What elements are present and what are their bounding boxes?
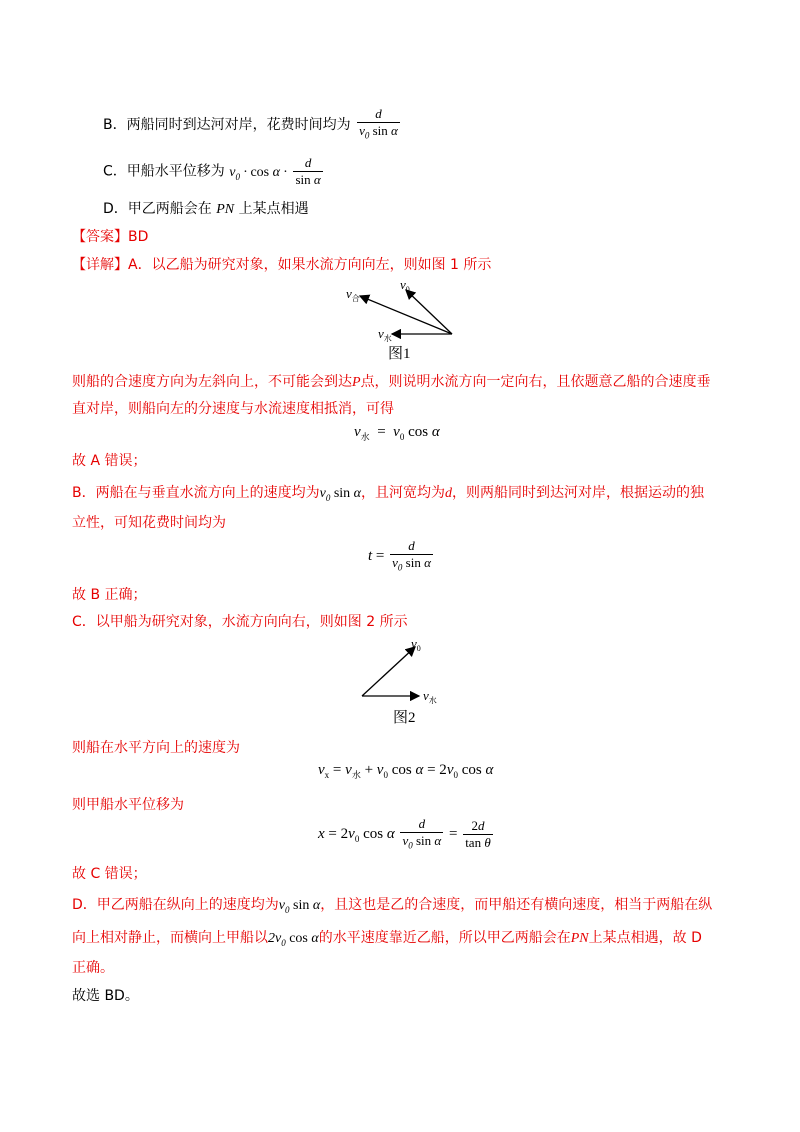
detail-b-conclusion: 故 B 正确； <box>72 587 147 603</box>
detail-d-para-1: D．甲乙两船在纵向上的速度均为$v_0$ sin α，且这也是乙的合速度，而甲船还有横向速度，相当于两船在纵 <box>72 897 713 915</box>
fig2-v0-arrow <box>362 647 415 696</box>
detail-a-intro: 【详解】A．以乙船为研究对象，如果水流方向向左，则如图 1 所示 <box>72 257 492 273</box>
figure-2 <box>355 632 465 730</box>
fig2-caption: 图2 <box>393 710 416 726</box>
fig1-vhe-label: $v_合$ <box>346 286 360 303</box>
option-d-text: D．甲乙两船会在 <box>103 201 212 217</box>
detail-b-para-4: 立性，可知花费时间均为 <box>72 515 226 531</box>
detail-a-para-3: 直对岸，则船向左的分速度与水流速度相抵消，可得 <box>72 401 394 417</box>
detail-c-para-2: 则甲船水平位移为 <box>72 797 184 813</box>
detail-c-para-1: 则船在水平方向上的速度为 <box>72 740 240 756</box>
figure-1 <box>340 276 470 364</box>
final-answer: 故选 BD。 <box>72 988 139 1004</box>
fig1-vshui-label: $v_水$ <box>378 326 392 343</box>
option-b-text: B．两船同时到达河对岸，花费时间均为 <box>103 116 351 133</box>
fig1-v0-arrow <box>406 290 452 334</box>
detail-d-para-6: 正确。 <box>72 960 114 976</box>
equation-a: $v_水 = v_0$ cos α <box>354 424 440 442</box>
option-b <box>103 106 402 144</box>
option-d <box>103 199 309 220</box>
option-c: C．甲船水平位移为 $v_0 \cdot \cos \alpha$ · $\frac{d}{\text{sin α}}$ <box>103 155 321 187</box>
option-c-text: C．甲船水平位移为 <box>103 163 225 180</box>
option-b-fraction: $\frac{d}{v_0 \sin \alpha}$ <box>359 106 398 141</box>
option-d-tail: 上某点相遇 <box>238 201 309 217</box>
svg-text:v0: $v_0$ <box>411 636 421 653</box>
fig1-v0-label: $v_0$ <box>400 277 410 294</box>
equation-c2: $x = 2v_0$ cos α $\frac{d}{v_0 \sin \alpha}$ = $\frac{2d}{\text{tan θ}}$ <box>318 816 491 851</box>
option-c-expr: $v_0 \cdot \cos \alpha$ · <box>229 164 287 182</box>
svg-text:v水: $v_水$ <box>423 688 437 705</box>
fig1-caption: 图1 <box>388 346 411 362</box>
detail-a-para-1: 则船的合速度方向为左斜向上，不可能会到达P点，则说明水流方向一定向右，且依题意乙船的合速度垂 <box>72 374 711 390</box>
option-d-pn: PN <box>216 202 235 217</box>
detail-c-conclusion: 故 C 错误； <box>72 866 147 882</box>
detail-c-intro: C．以甲船为研究对象，水流方向向右，则如图 2 所示 <box>72 614 408 630</box>
detail-a-conclusion: 故 A 错误； <box>72 453 147 469</box>
fig1-vhe-arrow <box>360 296 452 334</box>
answer-label: 【答案】BD <box>72 229 149 245</box>
equation-c1: $v_x = v_水 + v_0$ $\cos \alpha = 2v_0$ cos α <box>318 762 494 780</box>
detail-b-para-1: B．两船在与垂直水流方向上的速度均为$v_0$ sin α，且河宽均为d，则两船同时到达河对岸，根据运动的独 <box>72 485 705 503</box>
detail-d-para-3: 向上相对静止，而横向上甲船以$2v_0$ cos α的水平速度靠近乙船，所以甲乙两船会在PN上某点相遇，故 D <box>72 930 702 948</box>
equation-b: t = $\frac{d}{v_0 \sin \alpha}$ <box>368 538 431 573</box>
